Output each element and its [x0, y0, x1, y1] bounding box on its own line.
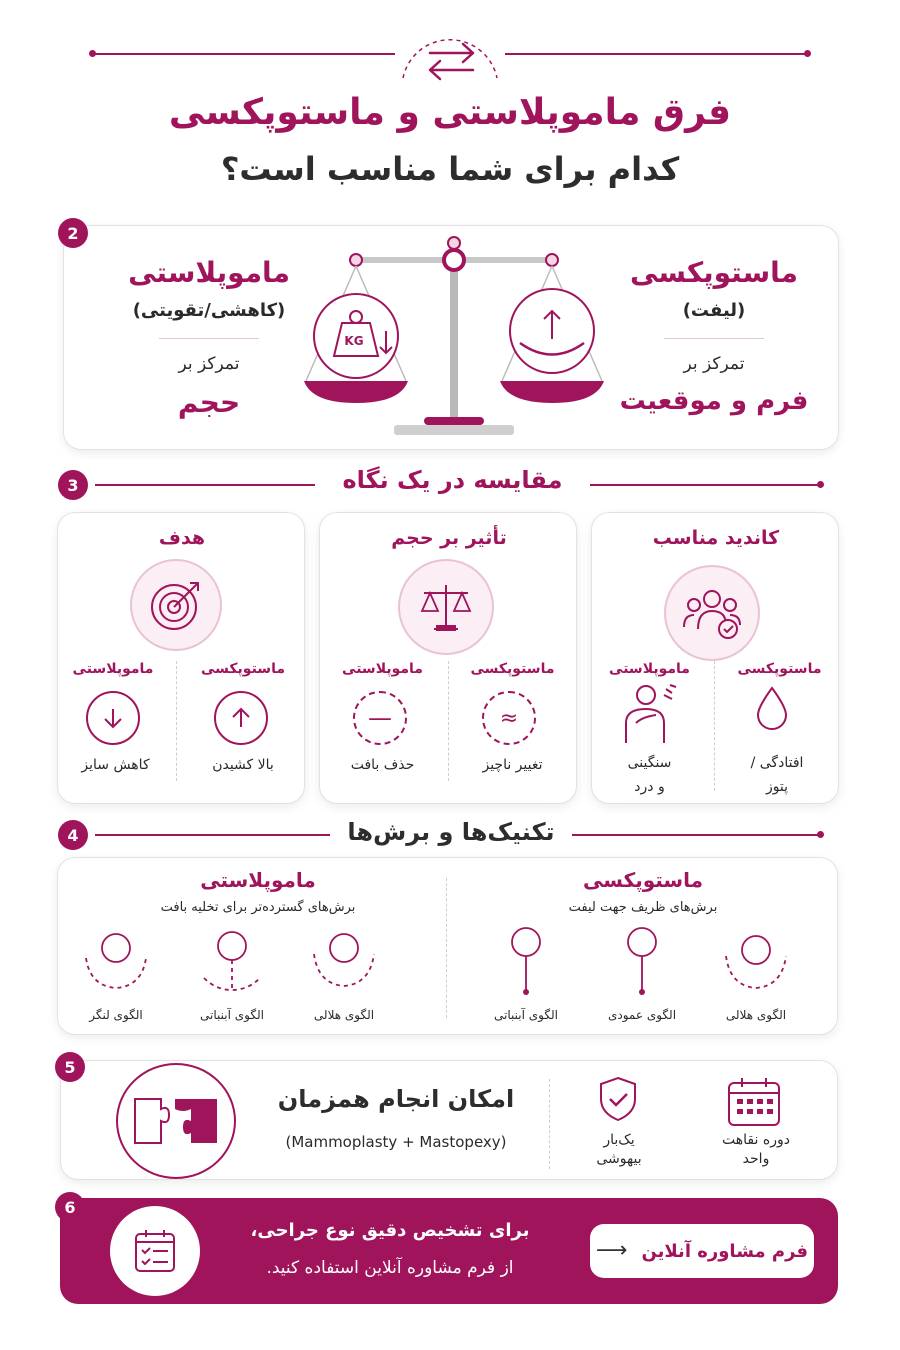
mastopexy-tech-title: ماستوپکسی: [583, 868, 703, 892]
pattern-label: الگوی آبنباتی: [200, 1008, 264, 1022]
checklist-calendar-icon: [110, 1206, 200, 1296]
approx-icon: ≈: [482, 691, 536, 745]
balance-scale-icon: [294, 231, 614, 446]
calendar-icon: [726, 1075, 782, 1127]
pattern-label: الگوی عمودی: [607, 1008, 677, 1022]
mammoplasty-focus-label: تمرکز بر: [178, 354, 240, 374]
mammoplasty-tech-desc: برش‌های گسترده‌تر برای تخلیه بافت: [160, 900, 356, 915]
crescent-pattern-icon: [720, 930, 792, 1006]
col-label-mastopexy: ماستوپکسی: [470, 661, 555, 677]
compare-card-volume: [319, 512, 577, 804]
section-number-4: 4: [58, 820, 88, 850]
mammoplasty-tech-title: ماموپلاستی: [200, 868, 316, 892]
combined-card: [60, 1060, 838, 1180]
section4-rule-left: [95, 834, 330, 836]
card-title: هدف: [158, 527, 206, 549]
section-number-2: 2: [58, 218, 88, 248]
section-number-5: 5: [55, 1052, 85, 1082]
target-icon: [130, 559, 222, 651]
section3-heading: مقایسه در یک نگاه: [342, 466, 563, 494]
section3-dot: [817, 481, 824, 488]
vertical-pattern-icon: [606, 924, 678, 1004]
compare-card-goal: [57, 512, 305, 804]
divider: [664, 338, 764, 339]
scale-icon: [398, 559, 494, 655]
card-value-right: افتادگی / پتوز: [750, 755, 804, 795]
divider: [159, 338, 259, 339]
droplet-icon: [754, 685, 790, 731]
kg-label: KG: [344, 334, 364, 348]
arrow-right-icon: ⟶: [595, 1238, 628, 1263]
section4-rule-right: [572, 834, 820, 836]
pattern-label: الگوی لنگر: [89, 1008, 143, 1022]
online-consult-button[interactable]: [590, 1224, 814, 1278]
card-value-left: کاهش سایز: [81, 757, 150, 773]
pattern-label: الگوی هلالی: [725, 1008, 787, 1022]
mastopexy-focus-label: تمرکز بر: [683, 354, 745, 374]
swap-arrows-icon: [395, 18, 505, 88]
section3-rule-right: [590, 484, 820, 486]
card-title: کاندید مناسب: [652, 527, 780, 549]
section3-rule-left: [95, 484, 315, 486]
mammoplasty-focus-value: حجم: [177, 386, 241, 419]
mastopexy-sub: (لیفت): [682, 300, 746, 321]
compare-card-candidate: [591, 512, 839, 804]
feature-recovery: دوره نقاهت واحد: [722, 1132, 790, 1167]
pattern-label: الگوی آبنباتی: [494, 1008, 558, 1022]
combined-title: امکان انجام همزمان: [277, 1085, 515, 1113]
column-divider: [446, 878, 447, 1018]
card-value-right: تغییر ناچیز: [482, 757, 543, 773]
mastopexy-focus-value: فرم و موقعیت: [619, 386, 809, 416]
card-value-right: بالا کشیدن: [212, 757, 274, 773]
mammoplasty-sub: (کاهشی/تقویتی): [132, 300, 286, 321]
column-divider: [714, 661, 715, 791]
mastopexy-tech-desc: برش‌های ظریف جهت لیفت: [568, 900, 718, 915]
combined-sub: (Mammoplasty + Mastopexy): [285, 1133, 507, 1151]
col-label-mastopexy: ماستوپکسی: [201, 661, 285, 677]
header-dot-left: [89, 50, 96, 57]
puzzle-icon: [116, 1063, 236, 1179]
people-check-icon: [664, 565, 760, 661]
card-value-left: حذف بافت: [350, 757, 415, 773]
col-label-mammoplasty: ماموپلاستی: [72, 661, 154, 677]
arrow-up-icon: [214, 691, 268, 745]
section-number-3: 3: [58, 470, 88, 500]
lollipop-pattern-icon: [196, 930, 268, 1006]
section4-heading: تکنیک‌ها و برش‌ها: [347, 818, 555, 846]
anchor-pattern-icon: [80, 930, 152, 1006]
card-value-left: سنگینی و درد: [627, 755, 672, 795]
shield-check-icon: [597, 1075, 639, 1123]
page-subtitle: کدام برای شما مناسب است؟: [220, 150, 680, 188]
col-label-mammoplasty: ماموپلاستی: [342, 661, 423, 677]
section4-dot: [817, 831, 824, 838]
pattern-label: الگوی هلالی: [313, 1008, 375, 1022]
cta-text-line1: برای تشخیص دقیق نوع جراحی،: [250, 1220, 530, 1241]
section-number-6: 6: [55, 1192, 85, 1222]
crescent-pattern-icon: [308, 930, 380, 1006]
column-divider: [549, 1079, 550, 1169]
header-rule-left: [95, 53, 395, 55]
lollipop-pattern-icon: [490, 924, 562, 1004]
button-label: فرم مشاوره آنلاین: [641, 1240, 809, 1262]
techniques-card: [57, 857, 838, 1035]
cta-text-line2: از فرم مشاوره آنلاین استفاده کنید.: [266, 1258, 514, 1278]
col-label-mammoplasty: ماموپلاستی: [609, 661, 690, 677]
header-rule-right: [505, 53, 805, 55]
page-title: فرق ماموپلاستی و ماستوپکسی: [168, 92, 732, 133]
card-title: تأثیر بر حجم: [391, 527, 507, 549]
header-dot-right: [804, 50, 811, 57]
minus-icon: —: [353, 691, 407, 745]
col-label-mastopexy: ماستوپکسی: [737, 661, 822, 677]
feature-anesthesia: یک‌بار بیهوشی: [596, 1132, 642, 1167]
column-divider: [448, 661, 449, 781]
mastopexy-title: ماستوپکسی: [630, 256, 798, 289]
arrow-down-icon: [86, 691, 140, 745]
section2-card: [63, 225, 839, 450]
mammoplasty-title: ماموپلاستی: [128, 256, 290, 289]
cta-banner: [60, 1198, 838, 1304]
person-pain-icon: [620, 683, 680, 745]
column-divider: [176, 661, 177, 781]
